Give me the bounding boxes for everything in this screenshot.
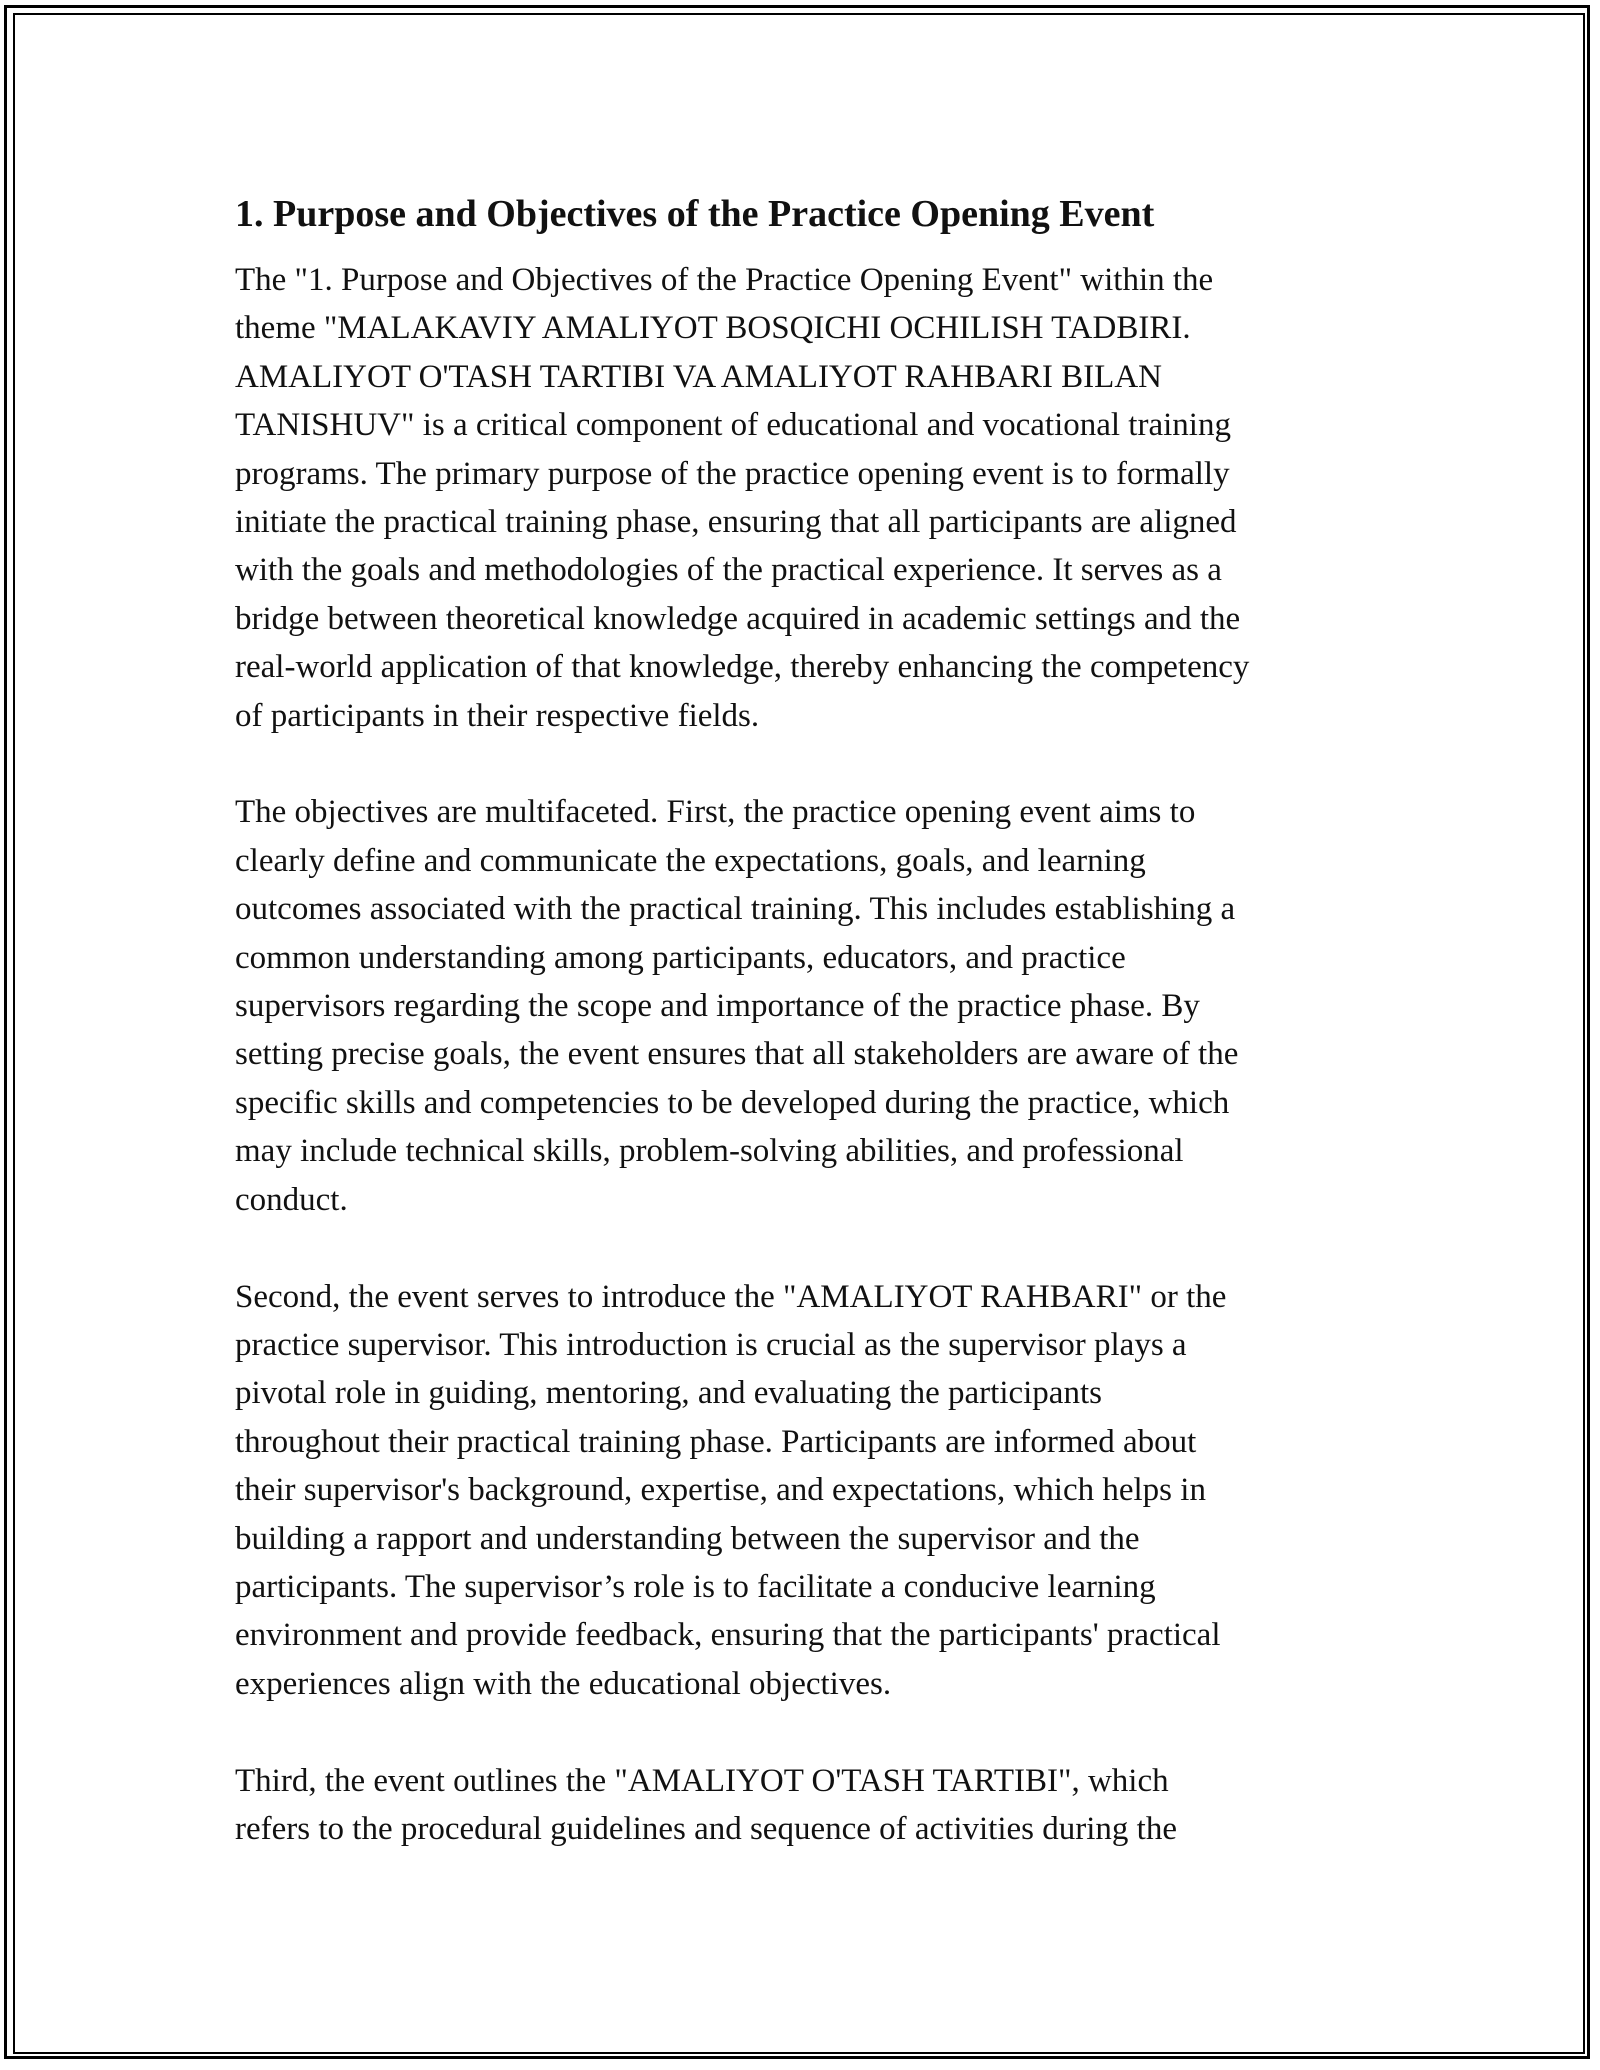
paragraph-spacer [235,1224,1375,1272]
text-line: setting precise goals, the event ensures that all stakeholders are aware of the [235,1036,1239,1073]
text-line: participants. The supervisor’s role is to facilitate a conducive learning [235,1568,1156,1605]
text-line: bridge between theoretical knowledge acquired in academic settings and the [235,600,1241,637]
paragraph-objectives [235,788,1375,1224]
paragraph-spacer [235,740,1375,788]
paragraph-spacer [235,1708,1375,1756]
text-line: Third, the event outlines the "AMALIYOT O'TASH TARTIBI", which [235,1762,1169,1799]
text-line: TANISHUV" is a critical component of educational and vocational training [235,407,1231,444]
text-line: Second, the event serves to introduce the "AMALIYOT RAHBARI" or the [235,1278,1227,1315]
text-line: refers to the procedural guidelines and sequence of activities during the [235,1810,1177,1847]
text-line: throughout their practical training phase. Participants are informed about [235,1423,1197,1460]
text-line: environment and provide feedback, ensuring that the participants' practical [235,1617,1221,1654]
text-line: building a rapport and understanding between the supervisor and the [235,1520,1140,1557]
text-line: their supervisor's background, expertise, and expectations, which helps in [235,1472,1206,1509]
text-line: programs. The primary purpose of the practice opening event is to formally [235,455,1230,492]
text-line: pivotal role in guiding, mentoring, and evaluating the participants [235,1375,1102,1412]
document-content [235,186,1375,1853]
text-line: specific skills and competencies to be developed during the practice, which [235,1084,1230,1121]
text-line: The objectives are multifaceted. First, the practice opening event aims to [235,794,1196,831]
document-body [235,256,1375,1853]
text-line: real-world application of that knowledge, thereby enhancing the competency [235,649,1250,686]
paragraph-supervisor [235,1273,1375,1709]
text-line: outcomes associated with the practical training. This includes establishing a [235,891,1236,928]
text-line: The "1. Purpose and Objectives of the Practice Opening Event" within the [235,262,1214,298]
text-line: with the goals and methodologies of the practical experience. It serves as a [235,552,1222,589]
text-line: may include technical skills, problem-solving abilities, and professional [235,1133,1184,1170]
text-line: initiate the practical training phase, ensuring that all participants are aligned [235,504,1237,541]
paragraph-purpose [235,256,1375,740]
text-line: clearly define and communicate the expectations, goals, and learning [235,842,1146,879]
text-line: theme "MALAKAVIY AMALIYOT BOSQICHI OCHILISH TADBIRI. [235,310,1191,347]
text-line: supervisors regarding the scope and importance of the practice phase. By [235,988,1200,1025]
text-line: experiences align with the educational objectives. [235,1665,892,1702]
text-line: common understanding among participants, educators, and practice [235,939,1126,976]
text-line: conduct. [235,1181,348,1218]
section-heading: 1. Purpose and Objectives of the Practice Opening Event [235,193,1155,235]
text-line: practice supervisor. This introduction is crucial as the supervisor plays a [235,1326,1187,1363]
paragraph-procedure [235,1757,1375,1854]
text-line: of participants in their respective fields. [235,697,760,734]
text-line: AMALIYOT O'TASH TARTIBI VA AMALIYOT RAHBARI BILAN [235,358,1162,395]
